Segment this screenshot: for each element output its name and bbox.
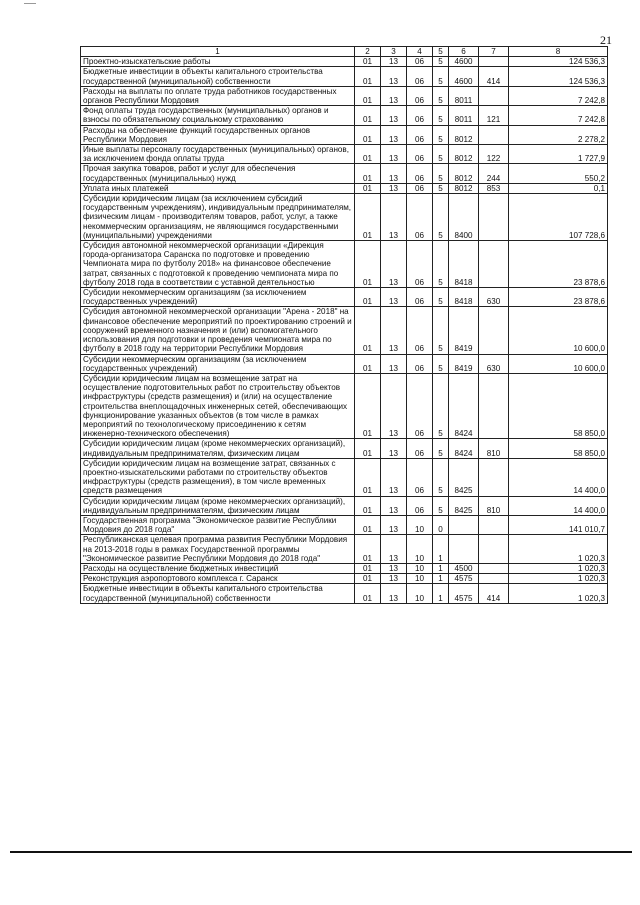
cell-subprogram-code: 5	[433, 86, 449, 105]
cell-row-name: Субсидии юридическим лицам на возмещение затрат на осуществление подготовительных работ по строительству объектов инфраструктуры (средств размещения) и (или) на осуществление строительства внеплощадочных инженерных сетей, обеспечивающих функционирование указанных объектов (в том числе в рамках мероприятий по технологическому присоединению к сетям инженерно-технического обеспечения)	[81, 373, 355, 438]
cell-program-code: 06	[407, 67, 433, 86]
cell-amount: 1 020,3	[509, 535, 608, 564]
cell-program-code: 06	[407, 86, 433, 105]
cell-subsection-code: 13	[381, 496, 407, 515]
cell-amount: 14 400,0	[509, 496, 608, 515]
table-row	[81, 241, 608, 288]
cell-program-code: 06	[407, 164, 433, 183]
cell-target-code: 8425	[449, 496, 479, 515]
cell-subprogram-code: 5	[433, 373, 449, 438]
cell-subsection-code: 13	[381, 67, 407, 86]
cell-expense-type-code	[479, 86, 509, 105]
cell-amount: 0,1	[509, 183, 608, 193]
cell-row-name: Расходы на выплаты по оплате труда работников государственных органов Республики Мордовия	[81, 86, 355, 105]
cell-amount: 141 010,7	[509, 515, 608, 534]
cell-subsection-code: 13	[381, 145, 407, 164]
cell-subsection-code: 13	[381, 106, 407, 125]
cell-target-code: 8012	[449, 145, 479, 164]
cell-program-code: 06	[407, 57, 433, 67]
cell-expense-type-code: 244	[479, 164, 509, 183]
cell-section-code: 01	[355, 125, 381, 144]
table-row	[81, 439, 608, 458]
cell-expense-type-code	[479, 241, 509, 288]
cell-subprogram-code: 1	[433, 574, 449, 584]
cell-amount: 1 727,9	[509, 145, 608, 164]
table-row	[81, 515, 608, 534]
cell-subsection-code: 13	[381, 515, 407, 534]
table-row	[81, 535, 608, 564]
cell-subsection-code: 13	[381, 574, 407, 584]
cell-row-name: Иные выплаты персоналу государственных (муниципальных) органов, за исключением фонда оплаты труда	[81, 145, 355, 164]
cell-amount: 23 878,6	[509, 241, 608, 288]
cell-subsection-code: 13	[381, 563, 407, 573]
cell-program-code: 06	[407, 458, 433, 496]
cell-program-code: 06	[407, 125, 433, 144]
table-row	[81, 373, 608, 438]
column-header: 5	[433, 47, 449, 57]
cell-target-code: 4500	[449, 563, 479, 573]
cell-program-code: 06	[407, 288, 433, 307]
cell-program-code: 10	[407, 535, 433, 564]
cell-target-code: 8012	[449, 183, 479, 193]
cell-row-name: Субсидии юридическим лицам на возмещение затрат, связанных с проектно-изыскательскими работами по строительству объектов инфраструктуры (средств размещения), в том числе временных средств размещения	[81, 458, 355, 496]
cell-row-name: Расходы на обеспечение функций государственных органов Республики Мордовия	[81, 125, 355, 144]
cell-amount: 7 242,8	[509, 106, 608, 125]
cell-subprogram-code: 0	[433, 515, 449, 534]
cell-program-code: 06	[407, 183, 433, 193]
cell-subprogram-code: 5	[433, 125, 449, 144]
cell-section-code: 01	[355, 439, 381, 458]
cell-target-code: 4600	[449, 57, 479, 67]
cell-section-code: 01	[355, 515, 381, 534]
cell-expense-type-code: 121	[479, 106, 509, 125]
cell-program-code: 10	[407, 563, 433, 573]
table-row	[81, 288, 608, 307]
cell-expense-type-code: 853	[479, 183, 509, 193]
cell-program-code: 06	[407, 106, 433, 125]
cell-target-code: 8424	[449, 373, 479, 438]
cell-subprogram-code: 1	[433, 563, 449, 573]
cell-subprogram-code: 5	[433, 67, 449, 86]
cell-subsection-code: 13	[381, 373, 407, 438]
cell-subprogram-code: 5	[433, 439, 449, 458]
cell-section-code: 01	[355, 164, 381, 183]
column-header: 7	[479, 47, 509, 57]
cell-amount: 107 728,6	[509, 194, 608, 241]
cell-section-code: 01	[355, 373, 381, 438]
cell-expense-type-code: 414	[479, 584, 509, 603]
cell-section-code: 01	[355, 563, 381, 573]
cell-target-code: 8418	[449, 241, 479, 288]
cell-subsection-code: 13	[381, 164, 407, 183]
table-row	[81, 496, 608, 515]
cell-row-name: Субсидии некоммерческим организациям (за исключением государственных учреждений)	[81, 288, 355, 307]
cell-amount: 14 400,0	[509, 458, 608, 496]
cell-subprogram-code: 5	[433, 307, 449, 354]
column-header: 8	[509, 47, 608, 57]
cell-subprogram-code: 5	[433, 241, 449, 288]
cell-program-code: 06	[407, 145, 433, 164]
cell-amount: 7 242,8	[509, 86, 608, 105]
cell-subprogram-code: 5	[433, 145, 449, 164]
cell-program-code: 06	[407, 439, 433, 458]
cell-subsection-code: 13	[381, 307, 407, 354]
cell-target-code: 4600	[449, 67, 479, 86]
table-row	[81, 183, 608, 193]
cell-section-code: 01	[355, 496, 381, 515]
cell-subsection-code: 13	[381, 458, 407, 496]
cell-row-name: Реконструкция аэропортового комплекса г. Саранск	[81, 574, 355, 584]
cell-program-code: 06	[407, 194, 433, 241]
cell-program-code: 06	[407, 373, 433, 438]
cell-row-name: Республиканская целевая программа развития Республики Мордовия на 2013-2018 годы в рамках Государственной программы "Экономическое развитие Республики Мордовия до 2018 года"	[81, 535, 355, 564]
cell-subprogram-code: 5	[433, 458, 449, 496]
cell-target-code: 8012	[449, 125, 479, 144]
cell-subprogram-code: 5	[433, 164, 449, 183]
cell-target-code	[449, 515, 479, 534]
cell-amount: 2 278,2	[509, 125, 608, 144]
cell-row-name: Бюджетные инвестиции в объекты капитального строительства государственной (муниципальной) собственности	[81, 584, 355, 603]
cell-program-code: 06	[407, 354, 433, 373]
cell-row-name: Прочая закупка товаров, работ и услуг для обеспечения государственных (муниципальных) нужд	[81, 164, 355, 183]
cell-section-code: 01	[355, 574, 381, 584]
cell-section-code: 01	[355, 67, 381, 86]
cell-amount: 58 850,0	[509, 439, 608, 458]
cell-target-code: 8419	[449, 354, 479, 373]
cell-subprogram-code: 5	[433, 288, 449, 307]
cell-section-code: 01	[355, 145, 381, 164]
cell-target-code: 8400	[449, 194, 479, 241]
cell-amount: 10 600,0	[509, 354, 608, 373]
cell-row-name: Бюджетные инвестиции в объекты капитального строительства государственной (муниципальной) собственности	[81, 67, 355, 86]
cell-subsection-code: 13	[381, 194, 407, 241]
table-row	[81, 354, 608, 373]
cell-expense-type-code	[479, 458, 509, 496]
cell-expense-type-code	[479, 563, 509, 573]
table-row	[81, 67, 608, 86]
cell-target-code: 8425	[449, 458, 479, 496]
cell-expense-type-code	[479, 307, 509, 354]
cell-subsection-code: 13	[381, 584, 407, 603]
cell-amount: 124 536,3	[509, 67, 608, 86]
table-row	[81, 145, 608, 164]
cell-amount: 550,2	[509, 164, 608, 183]
cell-target-code: 4575	[449, 584, 479, 603]
cell-target-code	[449, 535, 479, 564]
table-row	[81, 164, 608, 183]
column-header: 1	[81, 47, 355, 57]
cell-amount: 124 536,3	[509, 57, 608, 67]
cell-expense-type-code	[479, 57, 509, 67]
cell-target-code: 8011	[449, 86, 479, 105]
cell-section-code: 01	[355, 86, 381, 105]
table-row	[81, 584, 608, 603]
table-row	[81, 125, 608, 144]
table-row	[81, 563, 608, 573]
cell-row-name: Субсидии некоммерческим организациям (за исключением государственных учреждений)	[81, 354, 355, 373]
table-row	[81, 574, 608, 584]
cell-subsection-code: 13	[381, 57, 407, 67]
cell-subsection-code: 13	[381, 288, 407, 307]
cell-subprogram-code: 1	[433, 584, 449, 603]
column-header: 3	[381, 47, 407, 57]
cell-subsection-code: 13	[381, 86, 407, 105]
cell-program-code: 10	[407, 584, 433, 603]
cell-subprogram-code: 5	[433, 194, 449, 241]
cell-row-name: Расходы на осуществление бюджетных инвестиций	[81, 563, 355, 573]
cell-section-code: 01	[355, 106, 381, 125]
page-bottom-rule	[10, 851, 632, 853]
cell-expense-type-code	[479, 125, 509, 144]
cell-amount: 23 878,6	[509, 288, 608, 307]
cell-row-name: Субсидии юридическим лицам (за исключением субсидий государственным учреждениям), индивидуальным предпринимателям, физическим лицам - производителям товаров, работ, услуг, а также некоммерческим организациям, не являющимся государственными (муниципальными) учреждениями	[81, 194, 355, 241]
cell-amount: 1 020,3	[509, 563, 608, 573]
cell-expense-type-code	[479, 515, 509, 534]
table-row	[81, 57, 608, 67]
cell-section-code: 01	[355, 183, 381, 193]
cell-expense-type-code	[479, 373, 509, 438]
cell-section-code: 01	[355, 241, 381, 288]
cell-section-code: 01	[355, 288, 381, 307]
budget-table	[80, 46, 608, 604]
table-body	[81, 57, 608, 604]
cell-subsection-code: 13	[381, 439, 407, 458]
cell-program-code: 10	[407, 574, 433, 584]
cell-subsection-code: 13	[381, 125, 407, 144]
cell-program-code: 06	[407, 241, 433, 288]
cell-target-code: 8011	[449, 106, 479, 125]
column-header: 6	[449, 47, 479, 57]
cell-row-name: Субсидия автономной некоммерческой организации "Арена - 2018" на финансовое обеспечение мероприятий по проектированию строений и сооружений временного назначения и (или) вспомогательного использования для подготовки и проведения чемпионата мира по футболу в 2018 году на территории Республики Мордовия	[81, 307, 355, 354]
cell-subsection-code: 13	[381, 354, 407, 373]
table-row	[81, 106, 608, 125]
cell-subprogram-code: 5	[433, 106, 449, 125]
cell-amount: 1 020,3	[509, 574, 608, 584]
table-header-row	[81, 47, 608, 57]
cell-amount: 10 600,0	[509, 307, 608, 354]
cell-expense-type-code: 810	[479, 439, 509, 458]
cell-subsection-code: 13	[381, 183, 407, 193]
cell-expense-type-code	[479, 535, 509, 564]
page-number: 21	[600, 33, 612, 47]
cell-subprogram-code: 1	[433, 535, 449, 564]
cell-section-code: 01	[355, 57, 381, 67]
cell-section-code: 01	[355, 458, 381, 496]
cell-expense-type-code	[479, 574, 509, 584]
column-header: 4	[407, 47, 433, 57]
cell-row-name: Субсидия автономной некоммерческой организации «Дирекция города-организатора Саранска по подготовке и проведению Чемпионата мира по футболу 2018» на финансовое обеспечение затрат, связанных с подготовкой к проведению чемпионата мира по футболу 2018 года в соответствии с уставной деятельностью	[81, 241, 355, 288]
cell-section-code: 01	[355, 354, 381, 373]
cell-target-code: 4575	[449, 574, 479, 584]
cell-row-name: Государственная программа "Экономическое развитие Республики Мордовия до 2018 года"	[81, 515, 355, 534]
cell-subprogram-code: 5	[433, 496, 449, 515]
cell-target-code: 8419	[449, 307, 479, 354]
table-row	[81, 458, 608, 496]
cell-amount: 58 850,0	[509, 373, 608, 438]
cell-expense-type-code: 630	[479, 354, 509, 373]
cell-expense-type-code	[479, 194, 509, 241]
cell-expense-type-code: 122	[479, 145, 509, 164]
column-header: 2	[355, 47, 381, 57]
cell-subprogram-code: 5	[433, 57, 449, 67]
cell-row-name: Уплата иных платежей	[81, 183, 355, 193]
cell-section-code: 01	[355, 535, 381, 564]
cell-row-name: Субсидии юридическим лицам (кроме некоммерческих организаций), индивидуальным предпринимателям, физическим лицам	[81, 496, 355, 515]
cell-program-code: 06	[407, 307, 433, 354]
cell-expense-type-code: 630	[479, 288, 509, 307]
cell-row-name: Фонд оплаты труда государственных (муниципальных) органов и взносы по обязательному социальному страхованию	[81, 106, 355, 125]
table-row	[81, 194, 608, 241]
cell-section-code: 01	[355, 307, 381, 354]
cell-section-code: 01	[355, 194, 381, 241]
cell-target-code: 8418	[449, 288, 479, 307]
cell-row-name: Проектно-изыскательские работы	[81, 57, 355, 67]
cell-subprogram-code: 5	[433, 183, 449, 193]
cell-amount: 1 020,3	[509, 584, 608, 603]
cell-row-name: Субсидии юридическим лицам (кроме некоммерческих организаций), индивидуальным предпринимателям, физическим лицам	[81, 439, 355, 458]
cell-expense-type-code: 414	[479, 67, 509, 86]
scan-artifact	[24, 3, 36, 4]
table-row	[81, 307, 608, 354]
cell-program-code: 10	[407, 515, 433, 534]
cell-subprogram-code: 5	[433, 354, 449, 373]
cell-subsection-code: 13	[381, 241, 407, 288]
cell-section-code: 01	[355, 584, 381, 603]
cell-target-code: 8012	[449, 164, 479, 183]
table-row	[81, 86, 608, 105]
cell-target-code: 8424	[449, 439, 479, 458]
cell-subsection-code: 13	[381, 535, 407, 564]
cell-program-code: 06	[407, 496, 433, 515]
cell-expense-type-code: 810	[479, 496, 509, 515]
